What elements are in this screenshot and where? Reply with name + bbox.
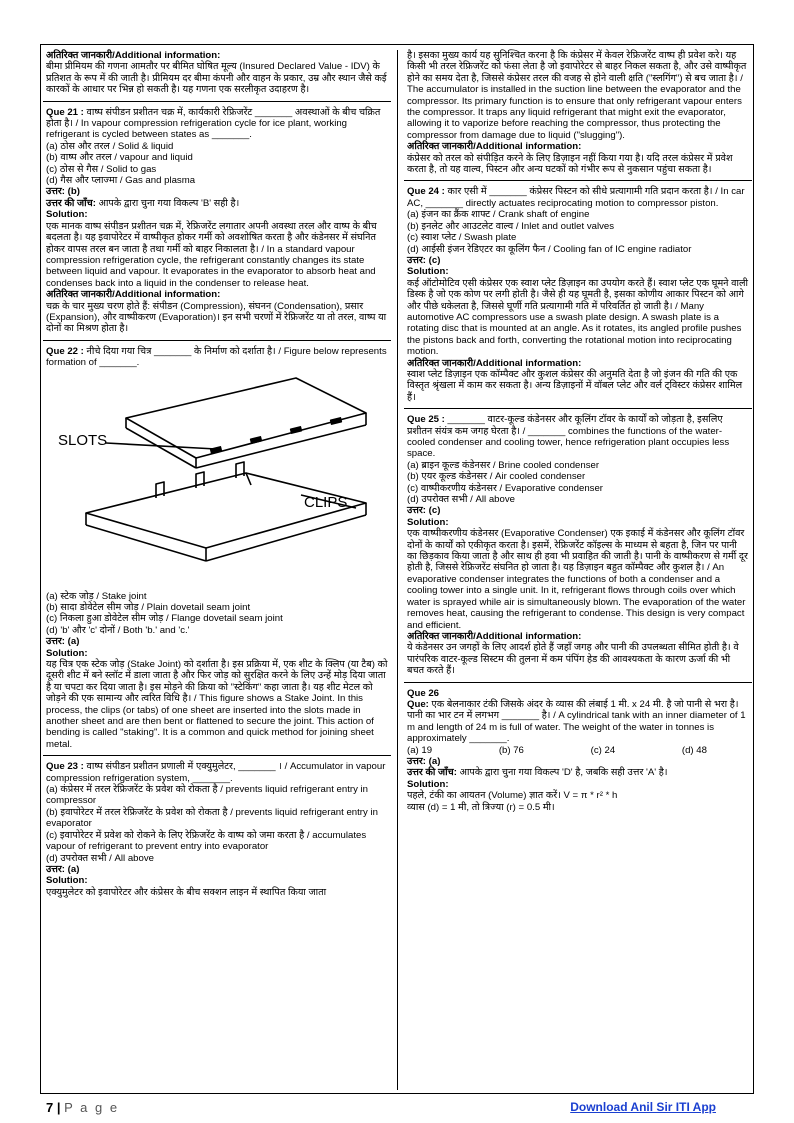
- question-22: [46, 346, 388, 751]
- answer: उत्तर: (a): [407, 755, 441, 767]
- question-label: Que 24 :: [407, 186, 445, 198]
- option-b: (b) 76: [498, 744, 524, 756]
- option-d: (d) गैस और प्लाज्मा / Gas and plasma: [46, 175, 196, 187]
- solution-line-1: पहले, टंकी का आयतन (Volume) ज्ञात करें। V = π * r² * h: [407, 790, 618, 802]
- check-label: उत्तर की जाँच:: [407, 767, 457, 779]
- option-a: (a) इंजन का क्रैंक शाफ्ट / Crank shaft of engine: [407, 209, 590, 221]
- question-25: [407, 414, 749, 676]
- extra-title: अतिरिक्त जानकारी/Additional information:: [46, 289, 221, 301]
- solution-label: Solution:: [46, 875, 88, 887]
- question-label: Que 22 :: [46, 345, 84, 357]
- separator: [404, 408, 752, 409]
- question-24: [407, 186, 749, 403]
- option-c: (c) वाष्पीकरणीय कंडेनसर / Evaporative condenser: [407, 482, 603, 494]
- check-label: उत्तर की जाँच:: [46, 197, 96, 209]
- question-21: [46, 107, 388, 335]
- stake-joint-drawing: [46, 373, 386, 585]
- answer: उत्तर: (a): [46, 863, 80, 875]
- option-a: (a) 19: [407, 744, 433, 756]
- check-text: आपके द्वारा चुना गया विकल्प 'B' सही है।: [98, 197, 240, 209]
- solution-text: एक्युमुलेटर को इवापोरेटर और कंप्रेसर के बीच सक्शन लाइन में स्थापित किया जाता: [46, 886, 327, 898]
- extra-title: अतिरिक्त जानकारी/Additional information:: [407, 357, 582, 369]
- option-a: (a) ब्राइन कूल्ड कंडेनसर / Brine cooled condenser: [407, 459, 600, 471]
- option-b: (b) इवापोरेटर में तरल रेफ्रिजरेंट के प्रवेश को रोकता है / prevents liquid refrigerant entry in evaporator: [46, 806, 378, 830]
- option-d: (d) 'b' और 'c' दोनों / Both 'b.' and 'c.': [46, 624, 190, 636]
- separator: [404, 682, 752, 683]
- question-text: कार एसी में _______ कंप्रेसर पिस्टन को सीधे प्रत्यागामी गति प्रदान करता है। / In car AC, _______ directly actuates reciprocating motion to compressor piston.: [407, 186, 745, 209]
- answer: उत्तर: (c): [407, 505, 441, 517]
- question-label: Que 21 :: [46, 106, 84, 118]
- option-c: (c) 24: [590, 744, 616, 756]
- answer: उत्तर: (a): [46, 636, 80, 648]
- slots-label: SLOTS: [58, 431, 108, 449]
- solution-label: Solution:: [407, 266, 449, 278]
- question-23: [46, 761, 388, 898]
- extra-title: अतिरिक्त जानकारी/Additional information:: [46, 50, 221, 61]
- question-label: Que 25 :: [407, 414, 445, 426]
- extra-body: बीमा प्रीमियम की गणना आमतौर पर बीमित घोषित मूल्य (Insured Declared Value - IDV) के प्रतिशत के रूप में की जाती है। प्रीमियम दर बीमा कंपनी और वाहन के प्रकार, उम्र और स्थान जैसे कई कारकों के आधार पर भिन्न हो सकती है। यह गणना एक सरलीकृत उदाहरण है।: [46, 61, 387, 96]
- option-b: (b) एयर कूल्ड कंडेनसर / Air cooled condenser: [407, 471, 586, 483]
- answer: उत्तर: (b): [46, 186, 80, 198]
- extra-body: ये कंडेनसर उन जगहों के लिए आदर्श होते हैं जहाँ जगह और पानी की उपलब्धता सीमित होती है। वे पारंपरिक वाटर-कूल्ड सिस्टम की तुलना में कम पंपिंग हेड की आवश्यकता के कारण ऊर्जा की भी बचत करते हैं।: [407, 642, 739, 677]
- option-a: (a) ठोस और तरल / Solid & liquid: [46, 140, 174, 152]
- answer: उत्तर: (c): [407, 254, 441, 266]
- separator: [43, 755, 391, 756]
- solution-text: कई ऑटोमोटिव एसी कंप्रेसर एक स्वाश प्लेट डिज़ाइन का उपयोग करते हैं। स्वाश प्लेट एक घूमने वाली डिस्क है जो एक कोण पर लगी होती है। जैसे ही यह घूमती है, इसका कोणीय आकार पिस्टन को आगे और पीछे धकेलता है, जिससे घूर्णी गति प्रत्यागामी गति में परिवर्तित हो जाती है। / Many automotive AC compressors use a swash plate design. A swash plate is a rotating disc that is mounted at an angle. As it rotates, its angled profile pushes the pistons back and forth, converting the rotational motion into reciprocating motion.: [407, 277, 748, 358]
- page-label: P a g e: [64, 1100, 120, 1115]
- que-prefix: Que:: [407, 698, 429, 710]
- solution-text: एक वाष्पीकरणीय कंडेनसर (Evaporative Condenser) एक इकाई में कंडेनसर और कूलिंग टॉवर दोनों के कार्यों को एकीकृत करता है। इसमें, रेफ्रिजरेंट कॉइल्स के माध्यम से बहता है, जिन पर पानी का छिड़काव किया जाता है और साथ ही हवा भी प्रवाहित की जाती है। पानी के वाष्पीकरण से गर्मी दूर होती है, जिससे रेफ्रिजरेंट संघनित हो जाता है। यह डिज़ाइन बहुत कॉम्पैक्ट और कुशल है। / An evaporative condenser integrates the functions of both a condenser and a cooling tower into a single unit. In it, refrigerant flows through coils over which water is sprayed while air is simultaneously blown. The evaporation of the water removes heat, causing the refrigerant to condense. This design is very compact and efficient.: [407, 528, 748, 631]
- options-row: [407, 745, 707, 756]
- solution-text: यह चित्र एक स्टेक जोड़ (Stake Joint) को दर्शाता है। इस प्रक्रिया में, एक शीट के क्लिप (या टैब) को दूसरी शीट में बने स्लॉट में डाला जाता है और फिर जोड़ को सुरक्षित करने के लिए उन्हें मोड़ दिया जाता है या चपटा कर दिया जाता है। इस मोड़ने की क्रिया को "स्टेकिंग" कहा जाता है। यह शीट मेटल को जोड़ने की एक सामान्य और त्वरित विधि है। / This figure shows a Stake Joint. In this process, the clips (or tabs) of one sheet are inserted into the slots made in another sheet and are then bent or flattened to secure the joint. This action of bending is called "staking". It is a common and quick method for joining sheet metal.: [46, 659, 388, 750]
- option-c: (c) निकला हुआ डोवेटेल सीम जोड़ / Flange dovetail seam joint: [46, 613, 283, 625]
- solution-label: Solution:: [407, 516, 449, 528]
- check-text: आपके द्वारा चुना गया विकल्प 'D' है, जबकि सही उत्तर 'A' है।: [459, 767, 668, 779]
- question-23-continued: [407, 50, 749, 175]
- extra-body: कंप्रेसर को तरल को संपीड़ित करने के लिए डिज़ाइन नहीं किया गया है। यदि तरल कंप्रेसर में प्रवेश करता है, तो यह वाल्व, पिस्टन और अन्य घटकों को गंभीर रूप से नुकसान पहुंचा सकता है।: [407, 152, 733, 176]
- q20-additional-info: [46, 50, 388, 96]
- extra-title: अतिरिक्त जानकारी/Additional information:: [407, 630, 582, 642]
- question-26: [407, 688, 749, 813]
- option-c: (c) ठोस से गैस / Solid to gas: [46, 163, 157, 175]
- option-c: (c) इवापोरेटर में प्रवेश को रोकने के लिए रेफ्रिजरेंट के वाष्प को जमा करता है / accumulates vapour of refrigerant to prevent entry into evaporator: [46, 829, 367, 853]
- left-column: [46, 50, 388, 898]
- solution-text: एक मानक वाष्प संपीडन प्रशीतन चक्र में, रेफ्रिजरेंट लगातार अपनी अवस्था तरल और वाष्प के बीच बदलता है। यह इवापोरेटर में वाष्पीकृत होकर गर्मी को अवशोषित करता है और कंडेनसर में संघनित होकर वापस तरल बन जाता है तथा गर्मी को बाहर निकालता है। / In a standard vapour compression refrigeration cycle, the refrigerant constantly changes its state between liquid and vapour. It evaporates in the evaporator to absorb heat and condenses back into a liquid in the condenser to release heat.: [46, 220, 377, 289]
- stake-joint-figure: [46, 373, 388, 585]
- separator: [43, 101, 391, 102]
- option-b: (b) सादा डोवेटेल सीम जोड़ / Plain dovetail seam joint: [46, 601, 251, 613]
- extra-body: चक्र के चार मुख्य चरण होते हैं: संपीडन (Compression), संघनन (Condensation), प्रसार (Expansion), और वाष्पीकरण (Evaporation)। इन सभी चरणों में रेफ्रिजरेंट या तो तरल, वाष्प या दोनों का मिश्रण होता है।: [46, 300, 387, 335]
- right-column: [407, 50, 749, 813]
- option-d: (d) आईसी इंजन रेडिएटर का कूलिंग फैन / Cooling fan of IC engine radiator: [407, 243, 692, 255]
- question-text: वाष्प संपीडन प्रशीतन प्रणाली में एक्युमुलेटर, _______ । / Accumulator in vapour compression refrigeration system, _______.: [46, 761, 386, 784]
- solution-line-2: व्यास (d) = 1 मी, तो त्रिज्या (r) = 0.5 मी।: [407, 801, 555, 813]
- option-d: (d) उपरोक्त सभी / All above: [407, 494, 515, 506]
- option-b: (b) इनलेट और आउटलेट वाल्व / Inlet and outlet valves: [407, 220, 615, 232]
- question-text: वाष्प संपीडन प्रशीतन चक्र में, कार्यकारी रेफ्रिजरेंट _______ अवस्थाओं के बीच चक्रित होता है। / In vapour compression refrigeration cycle for ice plant, working refrigerant is cycled between states as _______.: [46, 106, 381, 141]
- option-a: (a) कंप्रेसर में तरल रेफ्रिजरेंट के प्रवेश को रोकता है / prevents liquid refrigerant entry in compressor: [46, 784, 369, 807]
- option-d: (d) उपरोक्त सभी / All above: [46, 852, 154, 864]
- extra-body: स्वाश प्लेट डिज़ाइन एक कॉम्पैक्ट और कुशल कंप्रेसर की अनुमति देता है जो इंजन की गति की एक विस्तृत श्रृंखला में काम कर सकता है। अन्य डिज़ाइनों में वॉबल प्लेट और वर्ल ट्विस्टर कंप्रेसर शामिल हैं।: [407, 368, 743, 403]
- option-c: (c) स्वाश प्लेट / Swash plate: [407, 232, 517, 244]
- option-a: (a) स्टेक जोड़ / Stake joint: [46, 590, 147, 602]
- download-app-link[interactable]: Download Anil Sir ITI App: [570, 1100, 716, 1114]
- separator: [43, 340, 391, 341]
- question-text: नीचे दिया गया चित्र _______ के निर्माण को दर्शाता है। / Figure below represents formation of _______.: [46, 345, 387, 369]
- option-d: (d) 48: [681, 744, 707, 756]
- question-label: Que 26: [407, 687, 439, 699]
- page-number: 7 | P a g e: [46, 1100, 120, 1115]
- extra-title: अतिरिक्त जानकारी/Additional information:: [407, 141, 582, 153]
- question-text: _______ वाटर-कूल्ड कंडेनसर और कूलिंग टॉवर के कार्यों को जोड़ता है, इसलिए प्रशीतन संयंत्र कम जगह घेरता है। / _______ combines the functions of the water-cooled condenser and cooling tower, hence refrigeration plant occupies less space.: [407, 414, 730, 460]
- solution-text: है। इसका मुख्य कार्य यह सुनिश्चित करना है कि कंप्रेसर में केवल रेफ्रिजरेंट वाष्प ही प्रवेश करे। यह किसी भी तरल रेफ्रिजरेंट को फंसा लेता है जो इवापोरेटर से बाहर निकल सकता है, और उसे वाष्पीकृत होने का समय देता है, जिससे कंप्रेसर तरल की वजह से होने वाली क्षति ("स्लगिंग") से बच जाता है। / The accumulator is installed in the suction line between the evaporator and the compressor. Its primary function is to ensure that only refrigerant vapour enters the compressor. It traps any liquid refrigerant that might exit the evaporator, allowing it to vaporize before reaching the compressor, thus protecting the compressor from damage due to liquid ("slugging").: [407, 50, 747, 141]
- page-number-value: 7: [46, 1100, 54, 1115]
- solution-label: Solution:: [46, 647, 88, 659]
- column-divider: [397, 50, 398, 1090]
- question-label: Que 23 :: [46, 761, 84, 773]
- solution-label: Solution:: [407, 778, 449, 790]
- separator: [404, 180, 752, 181]
- clips-label: CLIPS: [304, 493, 348, 511]
- solution-label: Solution:: [46, 209, 88, 221]
- question-text: एक बेलनाकार टंकी जिसके अंदर के व्यास की लंबाई 1 मी. x 24 मी. है जो पानी से भरा है। पानी का भार टन में लगभग _______ है। / A cylindrical tank with an inner diameter of 1 m and length of 24 m is full of water. The weight of the water in tonnes is approximately _______.: [407, 698, 746, 745]
- option-b: (b) वाष्प और तरल / vapour and liquid: [46, 152, 193, 164]
